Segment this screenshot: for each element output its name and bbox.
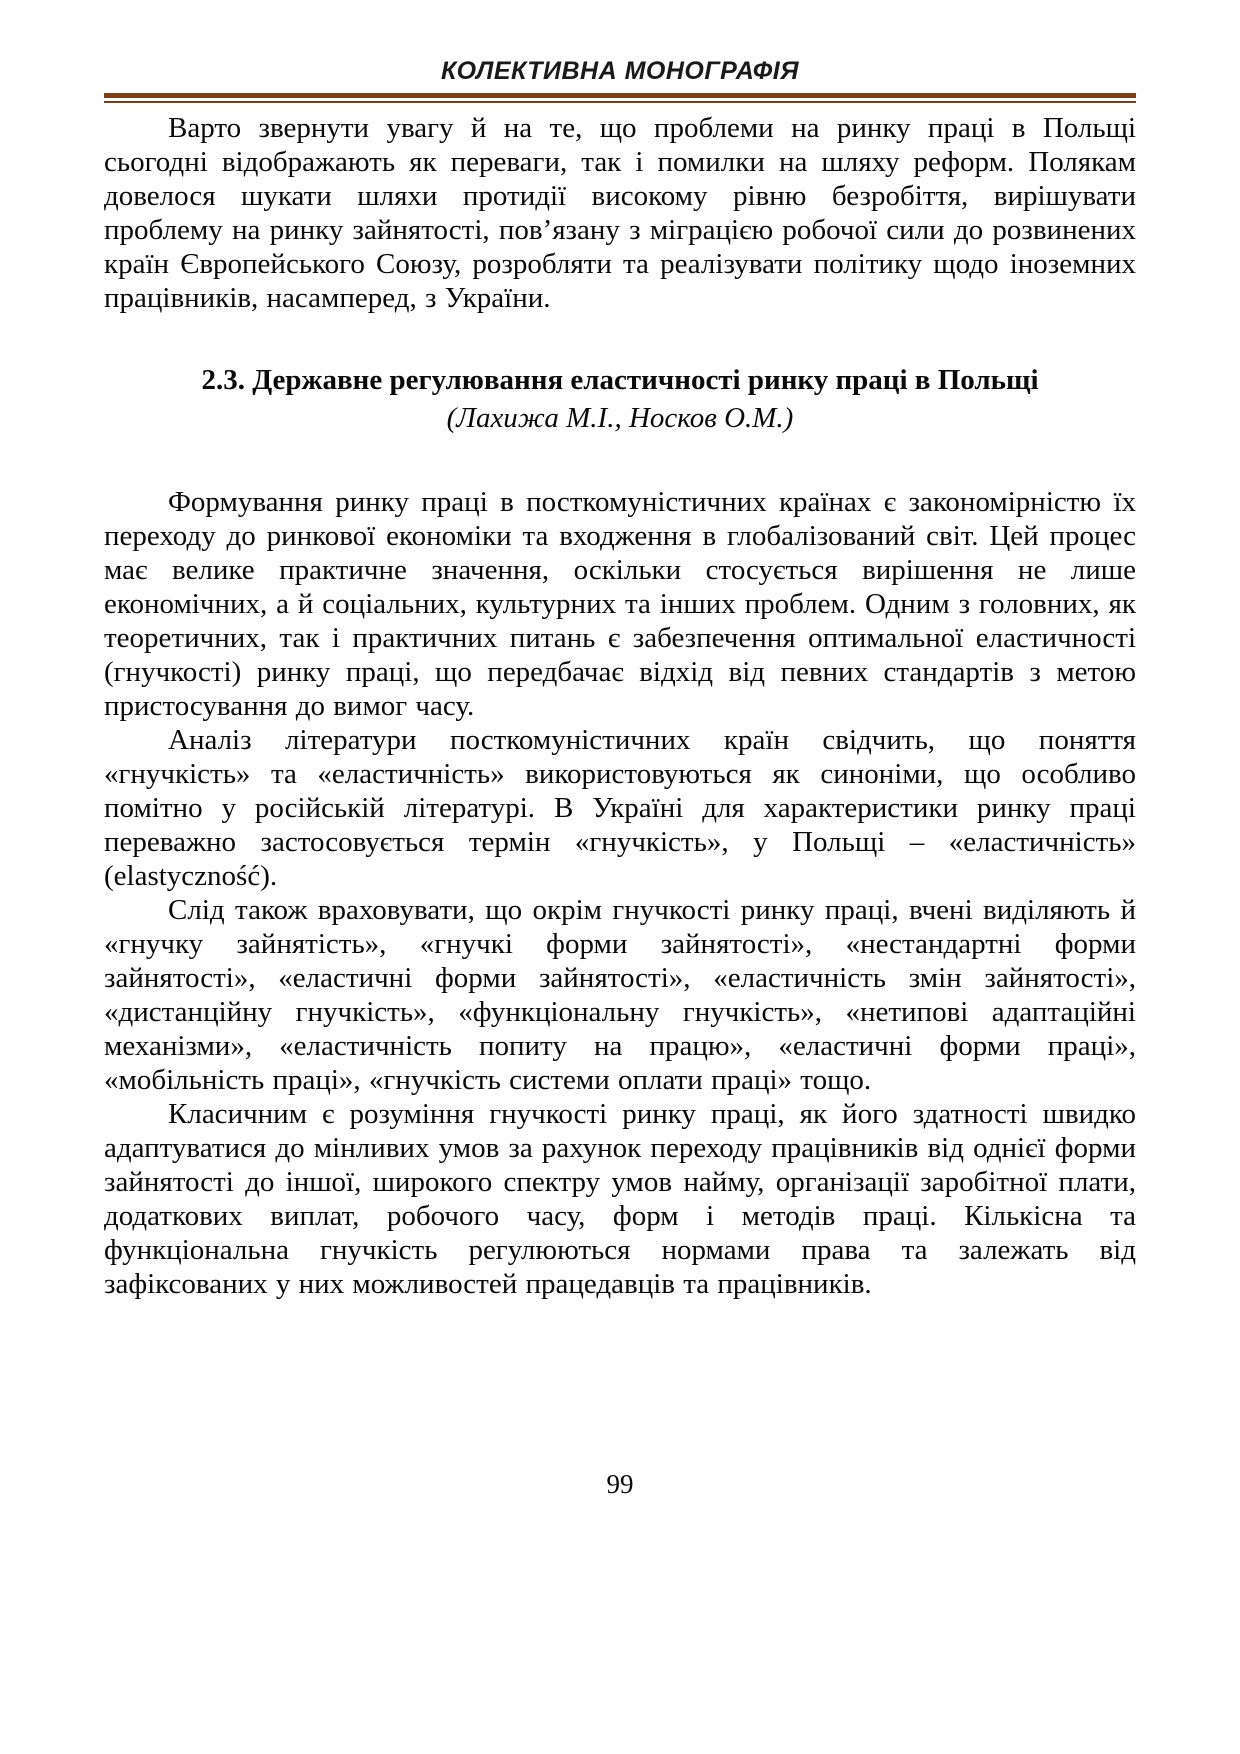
- running-head-title: КОЛЕКТИВНА МОНОГРАФІЯ: [441, 57, 799, 85]
- section-authors: (Лахижа М.І., Носков О.М.): [446, 402, 794, 434]
- body-paragraph: Класичним є розуміння гнучкості ринку праці, як його здатності швидко адаптуватися до мінливих умов за рахунок переходу працівників від однієї форми зайнятості до іншої, широкого спектру умов найму, організації заробітної плати, додаткових виплат, робочого часу, форм і методів праці. Кількісна та функціональна гнучкість регулюються нормами права та залежать від зафіксованих у них можливостей працедавців та працівників.: [104, 1098, 1136, 1300]
- body-paragraph: Слід також враховувати, що окрім гнучкості ринку праці, вчені виділяють й «гнучку зайнятість», «гнучкі форми зайнятості», «нестандартні форми зайнятості», «еластичні форми зайнятості», «еластичність змін зайнятості», «дистанційну гнучкість», «функціональну гнучкість», «нетипові адаптаційні механізми», «еластичність попиту на працю», «еластичні форми праці», «мобільність праці», «гнучкість системи оплати праці» тощо.: [104, 894, 1136, 1096]
- page-header: [104, 56, 1136, 103]
- header-double-rule: [104, 93, 1136, 103]
- text-block: [104, 111, 1136, 1301]
- body-paragraph: Аналіз літератури посткомуністичних країн свідчить, що поняття «гнучкість» та «еластичність» використовуються як синоніми, що особливо помітно у російській літературі. В Україні для характеристики ринку праці переважно застосовується термін «гнучкість», у Польщі – «еластичність» (elastyczność).: [104, 724, 1136, 892]
- body-paragraph: Формування ринку праці в посткомуністичних країнах є закономірністю їх переходу до ринкової економіки та входження в глобалізований світ. Цей процес має велике практичне значення, оскільки стосується вирішення не лише економічних, а й соціальних, культурних та інших проблем. Одним з головних, як теоретичних, так і практичних питань є забезпечення оптимальної еластичності (гнучкості) ринку праці, що передбачає відхід від певних стандартів з метою пристосування до вимог часу.: [104, 486, 1136, 722]
- section-heading: 2.3. Державне регулювання еластичності ринку праці в Польщі: [201, 364, 1039, 396]
- intro-paragraph: Варто звернути увагу й на те, що проблеми на ринку праці в Польщі сьогодні відображають як переваги, так і помилки на шляху реформ. Полякам довелося шукати шляхи протидії високому рівню безробіття, вирішувати проблему на ринку зайнятості, пов’язану з міграцією робочої сили до розвинених країн Європейського Союзу, розробляти та реалізувати політику щодо іноземних працівників, насамперед, з України.: [104, 112, 1136, 314]
- page-number: 99: [606, 1469, 634, 1499]
